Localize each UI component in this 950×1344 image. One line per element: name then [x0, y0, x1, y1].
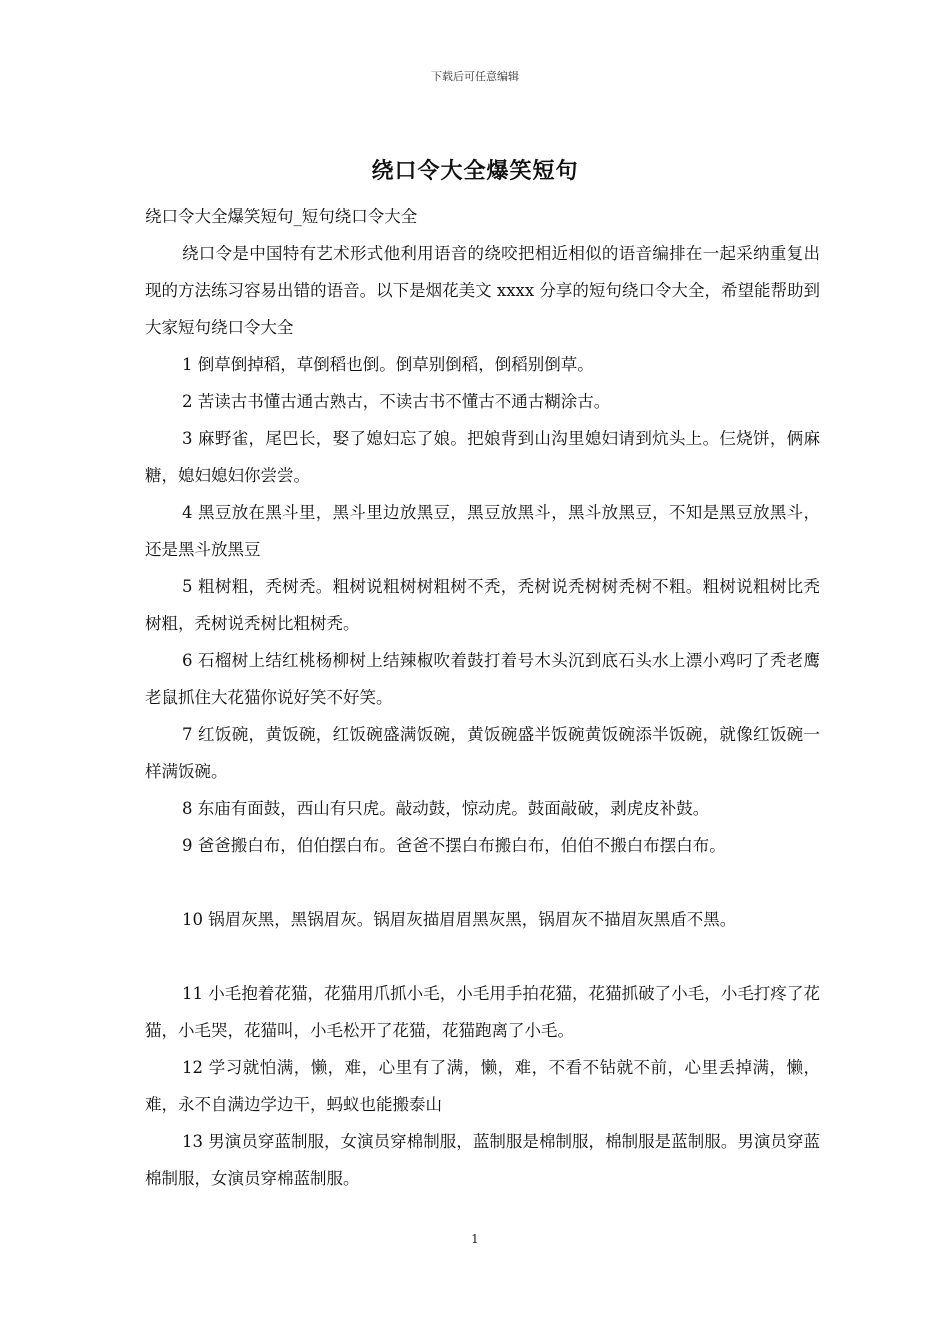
tongue-twister-item: 10 锅眉灰黑，黑锅眉灰。锅眉灰描眉眉黑灰黑，锅眉灰不描眉灰黑盾不黑。: [182, 910, 737, 929]
tongue-twister-item: 8 东庙有面鼓，西山有只虎。敲动鼓，惊动虎。鼓面敲破，剥虎皮补鼓。: [182, 799, 710, 818]
tongue-twister-item: 4 黑豆放在黑斗里，黑斗里边放黑豆，黑豆放黑斗，黑斗放黑豆，不知是黑豆放黑斗，还是黑斗放黑豆: [145, 503, 820, 559]
tongue-twister-item: 5 粗树粗，秃树秃。粗树说粗树树粗树不秃，秃树说秃树树秃树不粗。粗树说粗树比秃树粗，秃树说秃树比粗树秃。: [145, 577, 820, 633]
document-body: [145, 198, 820, 1197]
page-header: 下载后可任意编辑: [431, 70, 519, 83]
tongue-twister-item: 6 石榴树上结红桃杨柳树上结辣椒吹着鼓打着号木头沉到底石头水上漂小鸡叼了秃老鹰老鼠抓住大花猫你说好笑不好笑。: [145, 651, 820, 707]
tongue-twister-item: 13 男演员穿蓝制服，女演员穿棉制服，蓝制服是棉制服，棉制服是蓝制服。男演员穿蓝棉制服，女演员穿棉蓝制服。: [145, 1132, 820, 1188]
page-number: 1: [471, 1232, 479, 1246]
tongue-twister-item: 9 爸爸搬白布，伯伯摆白布。爸爸不摆白布搬白布，伯伯不搬白布摆白布。: [182, 836, 726, 855]
subtitle-line: 绕口令大全爆笑短句_短句绕口令大全: [145, 207, 418, 226]
document-title: 绕口令大全爆笑短句: [371, 158, 579, 184]
blank-line: [145, 864, 820, 901]
blank-line: [145, 938, 820, 975]
tongue-twister-item: 7 红饭碗，黄饭碗，红饭碗盛满饭碗，黄饭碗盛半饭碗黄饭碗添半饭碗，就像红饭碗一样满饭碗。: [145, 725, 820, 781]
tongue-twister-item: 12 学习就怕满，懒，难，心里有了满，懒，难，不看不钻就不前，心里丢掉满，懒，难，永不自满边学边干，蚂蚁也能搬泰山: [145, 1058, 820, 1114]
tongue-twister-item: 11 小毛抱着花猫，花猫用爪抓小毛，小毛用手拍花猫，花猫抓破了小毛，小毛打疼了花猫，小毛哭，花猫叫，小毛松开了花猫，花猫跑离了小毛。: [145, 984, 820, 1040]
intro-paragraph: 绕口令是中国特有艺术形式他利用语音的绕咬把相近相似的语音编排在一起采纳重复出现的方法练习容易出错的语音。以下是烟花美文 xxxx 分享的短句绕口令大全，希望能帮助到大家短句绕口令大全: [145, 244, 820, 337]
tongue-twister-item: 3 麻野雀，尾巴长，娶了媳妇忘了娘。把娘背到山沟里媳妇请到炕头上。仨烧饼，俩麻糖，媳妇媳妇你尝尝。: [145, 429, 820, 485]
tongue-twister-item: 2 苦读古书懂古通古熟古，不读古书不懂古不通古糊涂古。: [182, 392, 611, 411]
tongue-twister-item: 1 倒草倒掉稻，草倒稻也倒。倒草别倒稻，倒稻别倒草。: [182, 355, 594, 374]
